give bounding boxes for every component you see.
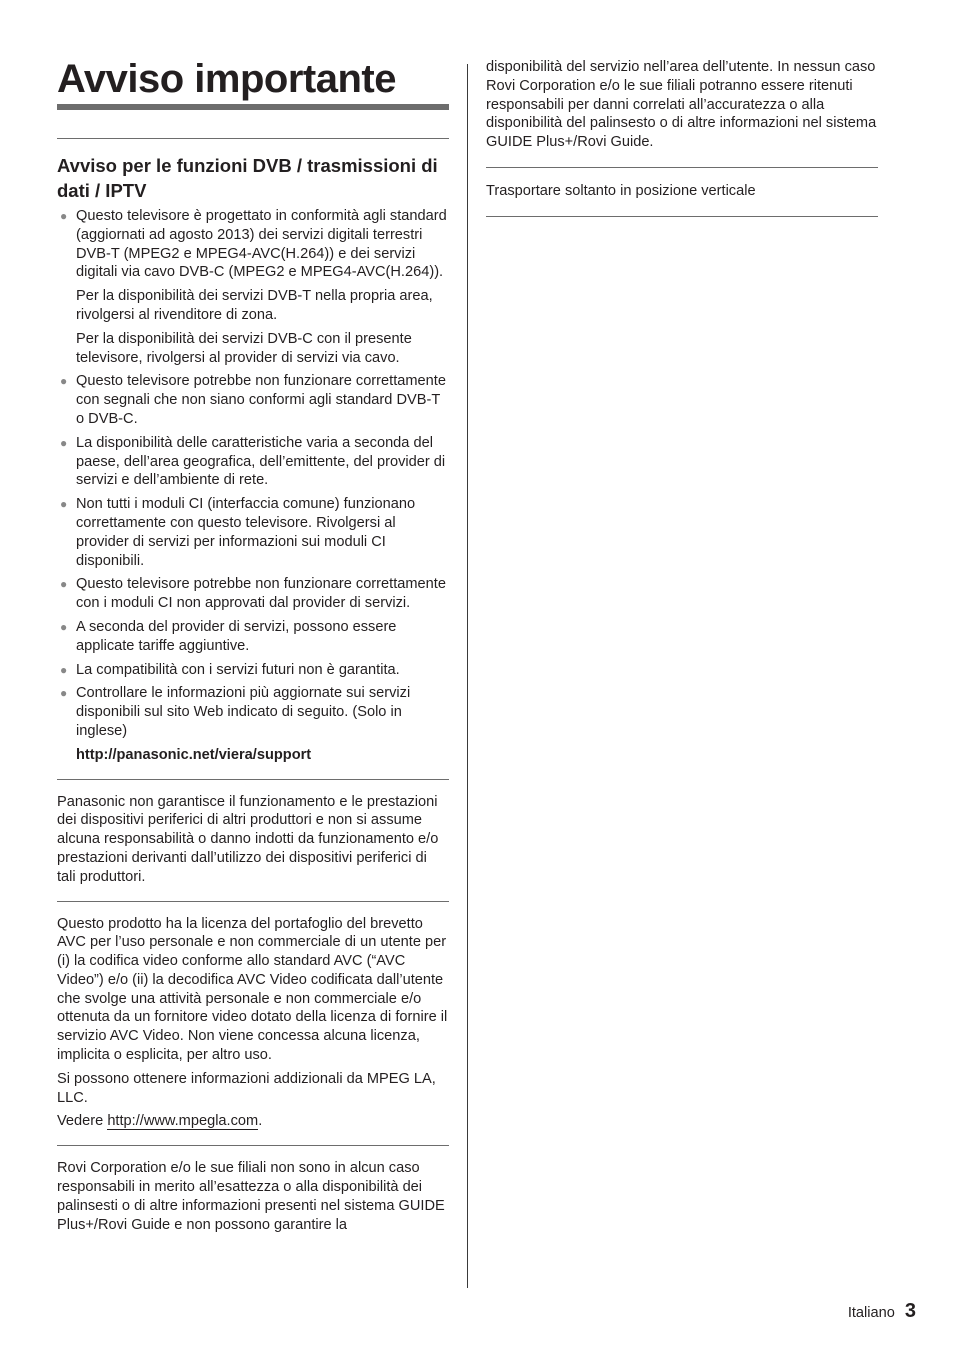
transport-notice: Trasportare soltanto in posizione verticale [486,182,756,199]
list-item: ● Non tutti i moduli CI (interfaccia comune) funzionano correttamente con questo televisore. Rivolgersi al provider di servizi per informazioni sui moduli CI disponibili. [60,496,416,569]
bullet-icon: ● [60,374,68,389]
page-number: 3 [904,1300,916,1322]
column-divider [467,64,468,1288]
rovi-notice [57,1146,449,1234]
bullet-icon: ● [60,577,68,592]
bullet-icon: ● [60,435,68,450]
panasonic-notice [57,780,449,901]
page-title: Avviso importante [57,57,396,101]
avc-info-text: Si possono ottenere informazioni addizionali da MPEG LA, LLC. [57,1070,436,1106]
dvb-section [57,153,449,765]
section-divider [57,138,449,139]
dvb-bullet-list [57,207,449,282]
sub-paragraph: Per la disponibilità dei servizi DVB-C con il presente televisore, rivolgersi al provider di servizi via cavo. [76,330,412,366]
list-item: ● La compatibilità con i servizi futuri non è garantita. [60,661,400,678]
avc-notice [57,902,449,1146]
sub-paragraph: Per la disponibilità dei servizi DVB-T nella propria area, rivolgersi al rivenditore di zona. [76,288,433,323]
rovi-notice-text: Rovi Corporation e/o le sue filiali non sono in alcun caso responsabili in merito all’esattezza o alla disponibilità dei palinsesti o di altre informazioni presenti nel sistema GUIDE Plus+/Rovi Guide e non possono garantire la [57,1160,445,1233]
list-item: ● Controllare le informazioni più aggiornate sui servizi disponibili sul sito Web indicato di seguito. (Solo in inglese) [60,685,411,739]
list-item: ● A seconda del provider di servizi, possono essere applicate tariffe aggiuntive. [60,618,397,654]
rovi-notice-continued: disponibilità del servizio nell’area dell’utente. In nessun caso Rovi Corporation e/o le sue filiali potranno essere ritenuti responsabili per danni correlati all’accuratezza o alla disponibilità del palinsesto o di altre informazioni nel sistema GUIDE Plus+/Rovi Guide. [486,59,877,151]
avc-notice-text: Questo prodotto ha la licenza del portafoglio del brevetto AVC per l’uso personale e non commerciale di un utente per (i) la codifica video conforme allo standard AVC (“AVC Video”) e/o (ii) la decodifica AVC Video codificata dall’utente che svolge una attività personale e non commerciale e/o ottenuta da un fornitore video dotato della licenza di fornire il servizio AVC Video. Non viene concessa alcuna licenza, implicita o esplicita, per altro uso. [57,915,448,1064]
left-column [57,56,449,1234]
section-divider [486,167,878,168]
bullet-icon: ● [60,662,68,677]
list-item: ● Questo televisore potrebbe non funzionare correttamente con i moduli CI non approvati dal provider di servizi. [60,576,446,612]
right-column [486,58,878,217]
dvb-bullet-list [57,372,449,740]
bullet-icon: ● [60,209,68,223]
avc-link-line: Vedere http://www.mpegla.com. [57,1113,263,1130]
bullet-icon: ● [60,686,68,701]
page-footer [848,1300,916,1323]
bullet-icon: ● [60,497,68,512]
mpegla-link[interactable]: http://www.mpegla.com [107,1113,259,1130]
list-item: ● La disponibilità delle caratteristiche varia a seconda del paese, dell’area geografica, dell’emittente, del provider di servizi e dell’ambiente di rete. [60,434,446,489]
title-underline-bar [57,104,449,110]
footer-language: Italiano [847,1305,895,1321]
section-heading: Avviso per le funzioni DVB / trasmissioni di dati / IPTV [57,155,438,201]
list-item: ● Questo televisore potrebbe non funzionare correttamente con segnali che non siano conformi agli standard DVB-T o DVB-C. [60,373,446,427]
support-url: http://panasonic.net/viera/support [76,746,312,763]
bullet-icon: ● [60,619,68,634]
section-divider [486,216,878,217]
panasonic-notice-text: Panasonic non garantisce il funzionamento e le prestazioni dei dispositivi periferici di altri produttori e non si assume alcuna responsabilità o danno indotti da funzionamento e/o prestazioni derivanti dall’utilizzo dei dispositivi periferici di tali produttori. [57,793,439,885]
list-item: ● Questo televisore è progettato in conformità agli standard (aggiornati ad agosto 2013) dei servizi digitali terrestri DVB-T (MPEG2 e MPEG4-AVC(H.264)) e dei servizi digitali via cavo DVB-C (MPEG2 e MPEG4-AVC(H.264)). [60,208,447,281]
